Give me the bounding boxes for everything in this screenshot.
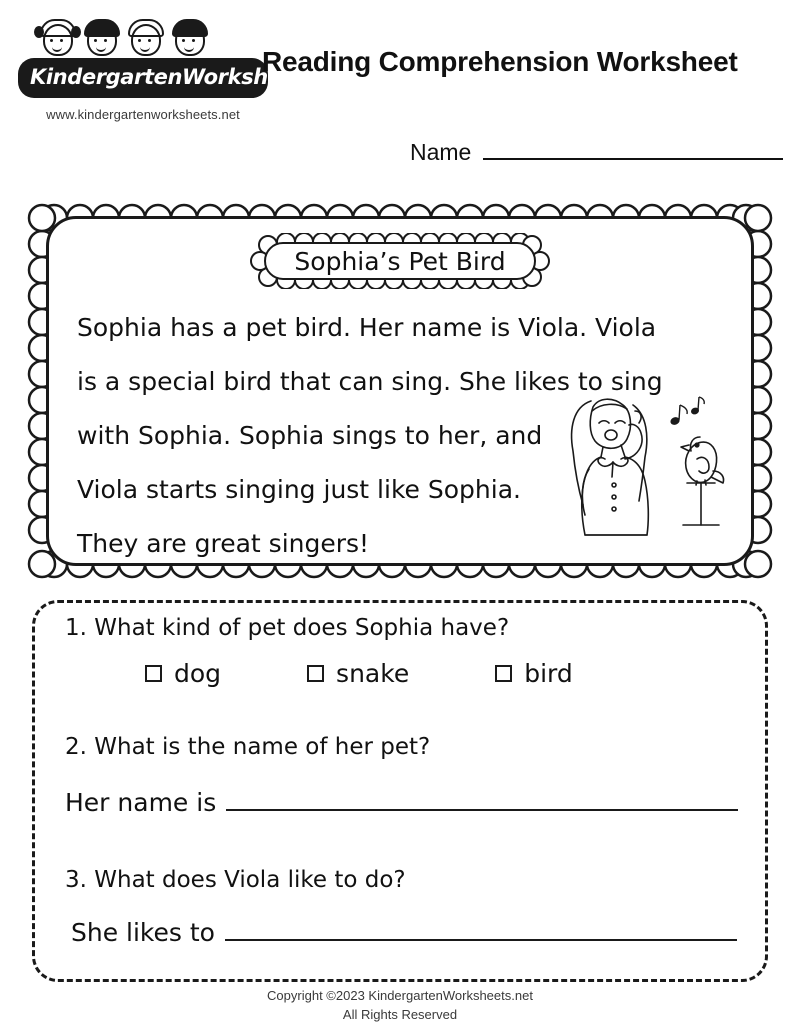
rights-text: All Rights Reserved xyxy=(342,1007,458,1022)
question-2-answer-row xyxy=(65,785,745,817)
question-2-answer-lead: Her name is xyxy=(65,788,217,817)
story-line: is a special bird that can sing. She likes to sing xyxy=(77,367,663,396)
question-3-answer-line[interactable] xyxy=(225,915,737,941)
page-title: Reading Comprehension Worksheet xyxy=(262,46,738,77)
site-logo[interactable] xyxy=(18,18,363,122)
logo-wordmark: KindergartenWorksheets.net xyxy=(30,65,363,89)
question-2-text: 2. What is the name of her pet? xyxy=(65,734,431,760)
name-label: Name xyxy=(410,139,472,165)
story-title-plate xyxy=(264,242,536,280)
question-3-answer-lead: She likes to xyxy=(71,918,215,947)
question-1-text: 1. What kind of pet does Sophia have? xyxy=(65,615,510,641)
site-url: www.kindergartenworksheets.net xyxy=(46,107,240,122)
questions-panel xyxy=(32,600,768,982)
checkbox-icon[interactable] xyxy=(495,665,512,682)
choice-snake-label: snake xyxy=(336,659,410,688)
page-footer xyxy=(0,986,800,1024)
story-title: Sophia’s Pet Bird xyxy=(294,246,506,276)
logo-banner xyxy=(18,58,363,98)
girl-singing-with-bird-icon xyxy=(555,385,725,545)
question-1 xyxy=(65,615,509,641)
page-header xyxy=(0,0,800,175)
choice-dog[interactable] xyxy=(145,659,221,688)
checkbox-icon[interactable] xyxy=(145,665,162,682)
story-panel xyxy=(24,196,776,586)
story-line: with Sophia. Sophia sings to her, and xyxy=(77,421,543,450)
kids-illustration xyxy=(36,18,268,58)
question-3 xyxy=(65,867,406,893)
question-1-choices xyxy=(145,659,745,688)
story-line: Viola starts singing just like Sophia. xyxy=(77,475,521,504)
story-line: Sophia has a pet bird. Her name is Viola. Viola xyxy=(77,313,657,342)
story-line: They are great singers! xyxy=(77,529,370,558)
choice-bird[interactable] xyxy=(495,659,573,688)
question-2 xyxy=(65,734,430,760)
copyright-text: Copyright ©2023 KindergartenWorksheets.net xyxy=(267,988,533,1003)
story-box xyxy=(46,216,754,566)
choice-dog-label: dog xyxy=(174,659,222,688)
name-input-line[interactable] xyxy=(483,136,783,160)
question-3-text: 3. What does Viola like to do? xyxy=(65,867,406,893)
choice-bird-label: bird xyxy=(524,659,573,688)
name-field-row xyxy=(410,136,783,166)
question-2-answer-line[interactable] xyxy=(226,785,738,811)
choice-snake[interactable] xyxy=(307,659,409,688)
story-title-badge xyxy=(250,233,550,289)
question-3-answer-row xyxy=(71,915,751,947)
checkbox-icon[interactable] xyxy=(307,665,324,682)
